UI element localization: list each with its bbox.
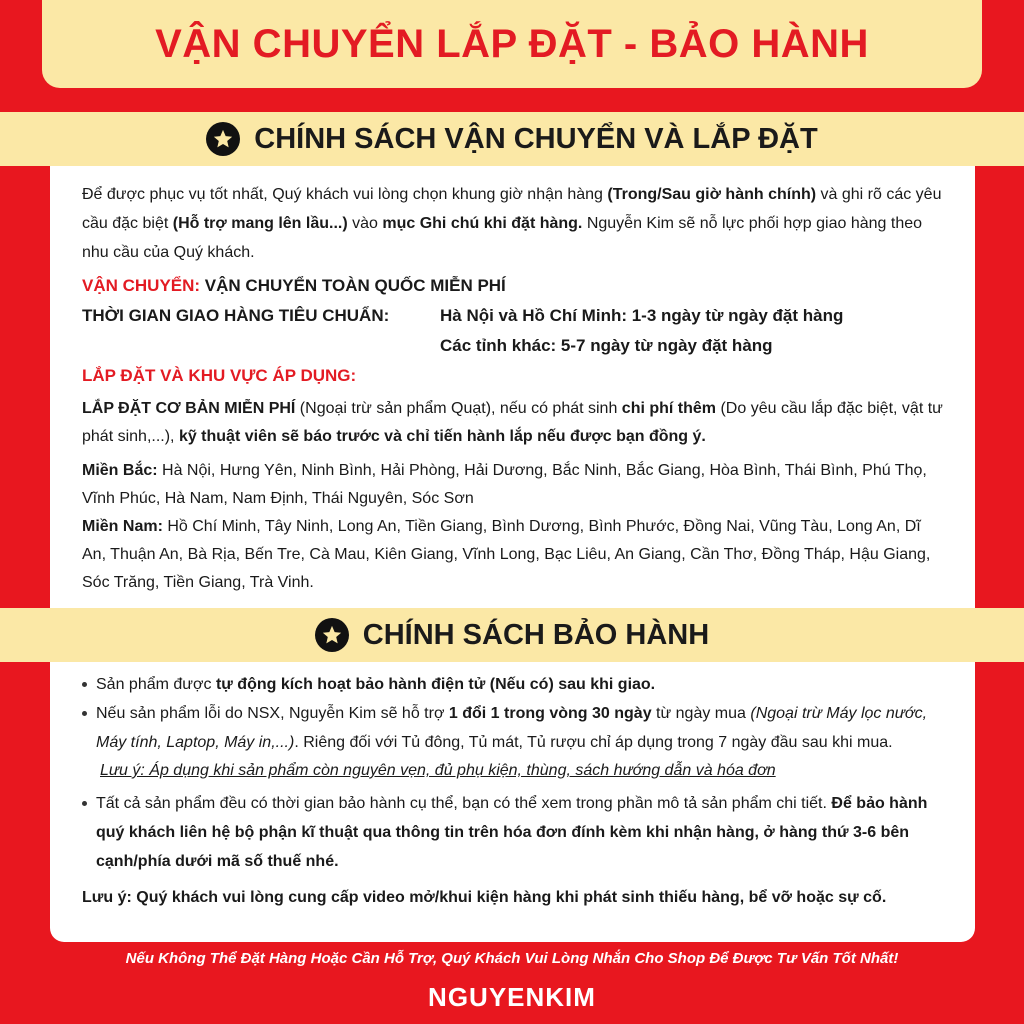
warranty-section-header [0, 608, 1024, 662]
warranty-list-2 [82, 789, 943, 876]
transport-label: VẬN CHUYỂN: [82, 276, 201, 295]
delivery-line: Hà Nội và Hồ Chí Minh: 1-3 ngày từ ngày đặt hàng [440, 306, 844, 325]
title-banner [42, 0, 982, 88]
transport-row [82, 271, 943, 301]
list-item: Sản phẩm được tự động kích hoạt bảo hành điện tử (Nếu có) sau khi giao. [82, 670, 943, 699]
brand-logo: NGUYENKIM [428, 982, 596, 1012]
warranty-note: Lưu ý: Áp dụng khi sản phẩm còn nguyên vẹn, đủ phụ kiện, thùng, sách hướng dẫn và hóa đơn [100, 762, 776, 779]
transport-value: VẬN CHUYỂN TOÀN QUỐC MIỄN PHÍ [204, 276, 506, 295]
list-item: Tất cả sản phẩm đều có thời gian bảo hành cụ thể, bạn có thể xem trong phần mô tả sản phẩm chi tiết. Để bảo hành quý khách liên hệ bộ phận kĩ thuật qua thông tin trên hóa đơn đính kèm khi nhận hàng, ở hàng thứ 3-6 bên cạnh/phía dưới mã số thuế nhé. [82, 789, 943, 876]
install-heading: LẮP ĐẶT VÀ KHU VỰC ÁP DỤNG: [82, 366, 357, 385]
delivery-label: THỜI GIAN GIAO HÀNG TIÊU CHUẨN: [82, 306, 390, 325]
footer-message: Nếu Không Thể Đặt Hàng Hoặc Cần Hỗ Trợ, Quý Khách Vui Lòng Nhắn Cho Shop Để Được Tư Vấn Tốt Nhất! [125, 950, 899, 967]
north-region: Miền Bắc: Hà Nội, Hưng Yên, Ninh Bình, Hải Phòng, Hải Dương, Bắc Ninh, Bắc Giang, Hòa Bình, Thái Bình, Phú Thọ, Vĩnh Phúc, Hà Nam, Nam Định, Thái Nguyên, Sóc Sơn [82, 462, 927, 507]
warranty-heading: CHÍNH SÁCH BẢO HÀNH [362, 618, 710, 651]
install-text: LẮP ĐẶT CƠ BẢN MIỄN PHÍ (Ngoại trừ sản phẩm Quạt), nếu có phát sinh chi phí thêm (Do yêu cầu lắp đặc biệt, vật tư phát sinh,...), kỹ thuật viên sẽ báo trước và chỉ tiến hành lắp nếu được bạn đồng ý. [82, 400, 943, 445]
shipping-intro: Để được phục vụ tốt nhất, Quý khách vui lòng chọn khung giờ nhận hàng (Trong/Sau giờ hành chính) và ghi rõ các yêu cầu đặc biệt (Hỗ trợ mang lên lầu...) vào mục Ghi chú khi đặt hàng. Nguyễn Kim sẽ nỗ lực phối hợp giao hàng theo nhu cầu của Quý khách. [82, 186, 942, 261]
page-title: VẬN CHUYỂN LẮP ĐẶT - BẢO HÀNH [155, 21, 869, 66]
shipping-panel [50, 166, 975, 608]
shipping-section-header [0, 112, 1024, 166]
delivery-line: Các tỉnh khác: 5-7 ngày từ ngày đặt hàng [440, 336, 773, 355]
list-item: Nếu sản phẩm lỗi do NSX, Nguyễn Kim sẽ hỗ trợ 1 đổi 1 trong vòng 30 ngày từ ngày mua (Ngoại trừ Máy lọc nước, Máy tính, Laptop, Máy in,...). Riêng đối với Tủ đông, Tủ mát, Tủ rượu chỉ áp dụng trong 7 ngày đầu sau khi mua. [82, 699, 943, 757]
warranty-panel [50, 662, 975, 942]
shipping-heading: CHÍNH SÁCH VẬN CHUYỂN VÀ LẮP ĐẶT [254, 122, 818, 155]
warranty-list [82, 670, 943, 757]
delivery-row [82, 301, 943, 361]
star-icon [206, 122, 240, 156]
south-region: Miền Nam: Hồ Chí Minh, Tây Ninh, Long An, Tiền Giang, Bình Dương, Bình Phước, Đồng Nai, Vũng Tàu, Long An, Dĩ An, Thuận An, Bà Rịa, Bến Tre, Cà Mau, Kiên Giang, Vĩnh Long, Bạc Liêu, An Giang, Cần Thơ, Đồng Tháp, Hậu Giang, Sóc Trăng, Tiền Giang, Trà Vinh. [82, 518, 931, 591]
star-icon [315, 618, 349, 652]
final-note: Lưu ý: Quý khách vui lòng cung cấp video mở/khui kiện hàng khi phát sinh thiếu hàng, bể vỡ hoặc sự cố. [82, 889, 887, 906]
